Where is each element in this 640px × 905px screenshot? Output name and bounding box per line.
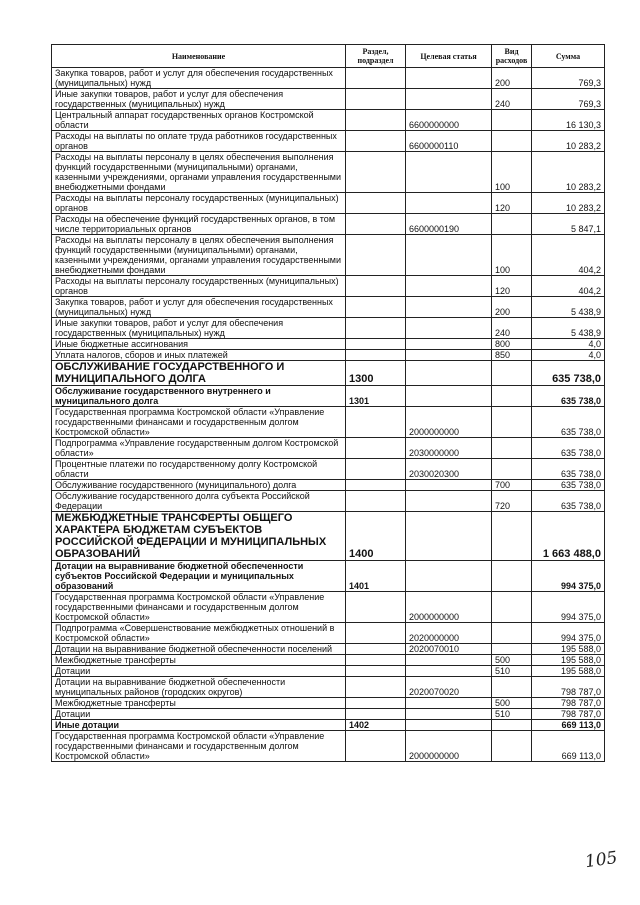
cell-kind: 120: [492, 193, 532, 214]
cell-target: 2030000000: [406, 438, 492, 459]
cell-target: 2000000000: [406, 407, 492, 438]
cell-kind: 100: [492, 152, 532, 193]
cell-section: [346, 339, 406, 350]
table-row: [52, 592, 605, 623]
cell-name: Иные закупки товаров, работ и услуг для обеспечения государственных (муниципальных) нужд: [52, 318, 346, 339]
cell-target: 2000000000: [406, 592, 492, 623]
cell-section: 1301: [346, 386, 406, 407]
cell-target: [406, 709, 492, 720]
table-body: [52, 68, 605, 762]
cell-sum: 769,3: [532, 68, 605, 89]
cell-kind: [492, 214, 532, 235]
cell-target: [406, 561, 492, 592]
table-row: [52, 512, 605, 561]
table-row: [52, 720, 605, 731]
cell-target: [406, 318, 492, 339]
cell-section: 1401: [346, 561, 406, 592]
cell-target: 2020070010: [406, 644, 492, 655]
cell-sum: 798 787,0: [532, 698, 605, 709]
cell-target: [406, 698, 492, 709]
cell-section: [346, 89, 406, 110]
cell-sum: 769,3: [532, 89, 605, 110]
table-row: [52, 318, 605, 339]
cell-kind: 510: [492, 709, 532, 720]
cell-sum: 195 588,0: [532, 644, 605, 655]
cell-target: 6600000190: [406, 214, 492, 235]
cell-name: Уплата налогов, сборов и иных платежей: [52, 350, 346, 361]
cell-name: Расходы на выплаты персоналу в целях обеспечения выполнения функций государственными (муниципальными) органами, казенными учреждениями, органами управления государственными внебюджетными фондами: [52, 235, 346, 276]
cell-section: [346, 407, 406, 438]
cell-kind: 200: [492, 297, 532, 318]
cell-sum: 10 283,2: [532, 152, 605, 193]
cell-sum: 4,0: [532, 350, 605, 361]
cell-name: Государственная программа Костромской области «Управление государственными финансами и государственным долгом Костромской области»: [52, 731, 346, 762]
cell-sum: 994 375,0: [532, 592, 605, 623]
cell-sum: 4,0: [532, 339, 605, 350]
cell-target: [406, 152, 492, 193]
cell-section: [346, 677, 406, 698]
cell-kind: [492, 644, 532, 655]
cell-name: Обслуживание государственного долга субъекта Российской Федерации: [52, 491, 346, 512]
cell-kind: 850: [492, 350, 532, 361]
cell-section: [346, 214, 406, 235]
cell-section: [346, 297, 406, 318]
cell-kind: [492, 561, 532, 592]
cell-target: [406, 480, 492, 491]
header-kind: Вид расходов: [492, 45, 532, 68]
table-row: [52, 561, 605, 592]
cell-section: [346, 131, 406, 152]
table-row: [52, 89, 605, 110]
cell-target: [406, 297, 492, 318]
cell-target: 6600000110: [406, 131, 492, 152]
cell-name: Государственная программа Костромской области «Управление государственными финансами и государственным долгом Костромской области»: [52, 407, 346, 438]
table-row: [52, 276, 605, 297]
table-row: [52, 68, 605, 89]
cell-sum: 635 738,0: [532, 438, 605, 459]
cell-section: [346, 350, 406, 361]
cell-target: [406, 350, 492, 361]
cell-name: Межбюджетные трансферты: [52, 698, 346, 709]
header-section: Раздел, подраздел: [346, 45, 406, 68]
cell-section: [346, 459, 406, 480]
cell-section: 1400: [346, 512, 406, 561]
table-row: [52, 235, 605, 276]
cell-section: [346, 480, 406, 491]
cell-kind: 800: [492, 339, 532, 350]
table-row: [52, 110, 605, 131]
table-row: [52, 459, 605, 480]
cell-name: Процентные платежи по государственному долгу Костромской области: [52, 459, 346, 480]
cell-section: [346, 655, 406, 666]
cell-name: Дотации: [52, 666, 346, 677]
cell-target: [406, 89, 492, 110]
cell-kind: [492, 110, 532, 131]
cell-kind: [492, 459, 532, 480]
cell-name: Закупка товаров, работ и услуг для обеспечения государственных (муниципальных) нужд: [52, 68, 346, 89]
table-row: [52, 214, 605, 235]
cell-section: [346, 235, 406, 276]
cell-section: [346, 193, 406, 214]
cell-target: 2020000000: [406, 623, 492, 644]
cell-name: Расходы на выплаты по оплате труда работников государственных органов: [52, 131, 346, 152]
cell-name: Иные дотации: [52, 720, 346, 731]
cell-kind: 500: [492, 655, 532, 666]
cell-target: 2000000000: [406, 731, 492, 762]
cell-sum: 5 847,1: [532, 214, 605, 235]
cell-sum: 1 663 488,0: [532, 512, 605, 561]
cell-sum: 404,2: [532, 235, 605, 276]
cell-section: [346, 666, 406, 677]
header-name: Наименование: [52, 45, 346, 68]
cell-sum: 635 738,0: [532, 459, 605, 480]
cell-name: Расходы на обеспечение функций государственных органов, в том числе территориальных органов: [52, 214, 346, 235]
cell-name: Расходы на выплаты персоналу государственных (муниципальных) органов: [52, 276, 346, 297]
cell-section: [346, 491, 406, 512]
cell-section: 1300: [346, 361, 406, 386]
cell-name: Государственная программа Костромской области «Управление государственными финансами и государственным долгом Костромской области»: [52, 592, 346, 623]
table-row: [52, 297, 605, 318]
cell-section: [346, 644, 406, 655]
cell-kind: [492, 731, 532, 762]
cell-section: [346, 110, 406, 131]
header-sum: Сумма: [532, 45, 605, 68]
cell-kind: 500: [492, 698, 532, 709]
cell-target: [406, 193, 492, 214]
cell-target: 2030020300: [406, 459, 492, 480]
page-number: 105: [583, 847, 619, 873]
cell-name: Закупка товаров, работ и услуг для обеспечения государственных (муниципальных) нужд: [52, 297, 346, 318]
cell-sum: 635 738,0: [532, 407, 605, 438]
cell-target: [406, 361, 492, 386]
cell-section: [346, 318, 406, 339]
cell-name: Центральный аппарат государственных органов Костромской области: [52, 110, 346, 131]
cell-sum: 669 113,0: [532, 731, 605, 762]
cell-section: [346, 276, 406, 297]
table-row: [52, 731, 605, 762]
cell-kind: 120: [492, 276, 532, 297]
cell-target: [406, 720, 492, 731]
cell-sum: 994 375,0: [532, 561, 605, 592]
cell-sum: 635 738,0: [532, 480, 605, 491]
cell-name: Межбюджетные трансферты: [52, 655, 346, 666]
cell-kind: [492, 438, 532, 459]
table-row: [52, 480, 605, 491]
cell-target: 2020070020: [406, 677, 492, 698]
cell-section: [346, 438, 406, 459]
cell-name: Подпрограмма «Совершенствование межбюджетных отношений в Костромской области»: [52, 623, 346, 644]
cell-target: [406, 512, 492, 561]
cell-kind: 240: [492, 318, 532, 339]
cell-kind: 700: [492, 480, 532, 491]
cell-sum: 635 738,0: [532, 361, 605, 386]
table-row: [52, 644, 605, 655]
table-row: [52, 655, 605, 666]
cell-kind: 100: [492, 235, 532, 276]
cell-target: [406, 655, 492, 666]
cell-kind: 720: [492, 491, 532, 512]
cell-target: [406, 339, 492, 350]
table-row: [52, 709, 605, 720]
cell-target: [406, 386, 492, 407]
table-row: [52, 339, 605, 350]
table-header-row: [52, 45, 605, 68]
cell-target: [406, 491, 492, 512]
cell-sum: 5 438,9: [532, 297, 605, 318]
cell-sum: 195 588,0: [532, 655, 605, 666]
table-row: [52, 350, 605, 361]
cell-section: [346, 592, 406, 623]
cell-sum: 195 588,0: [532, 666, 605, 677]
cell-sum: 798 787,0: [532, 677, 605, 698]
cell-target: 6600000000: [406, 110, 492, 131]
cell-kind: [492, 361, 532, 386]
cell-name: Дотации на выравнивание бюджетной обеспеченности поселений: [52, 644, 346, 655]
table-row: [52, 152, 605, 193]
cell-sum: 994 375,0: [532, 623, 605, 644]
cell-name: МЕЖБЮДЖЕТНЫЕ ТРАНСФЕРТЫ ОБЩЕГО ХАРАКТЕРА БЮДЖЕТАМ СУБЪЕКТОВ РОССИЙСКОЙ ФЕДЕРАЦИИ И МУНИЦИПАЛЬНЫХ ОБРАЗОВАНИЙ: [52, 512, 346, 561]
cell-section: [346, 68, 406, 89]
cell-sum: 5 438,9: [532, 318, 605, 339]
cell-sum: 635 738,0: [532, 491, 605, 512]
cell-section: [346, 152, 406, 193]
table-row: [52, 361, 605, 386]
cell-kind: 510: [492, 666, 532, 677]
cell-kind: [492, 592, 532, 623]
cell-name: Обслуживание государственного внутреннего и муниципального долга: [52, 386, 346, 407]
cell-kind: [492, 720, 532, 731]
table-row: [52, 438, 605, 459]
cell-name: Расходы на выплаты персоналу в целях обеспечения выполнения функций государственными (муниципальными) органами, казенными учреждениями, органами управления государственными внебюджетными фондами: [52, 152, 346, 193]
cell-sum: 798 787,0: [532, 709, 605, 720]
cell-target: [406, 235, 492, 276]
cell-target: [406, 68, 492, 89]
cell-kind: [492, 623, 532, 644]
cell-name: Расходы на выплаты персоналу государственных (муниципальных) органов: [52, 193, 346, 214]
cell-kind: [492, 677, 532, 698]
cell-name: Дотации на выравнивание бюджетной обеспеченности субъектов Российской Федерации и муниципальных образований: [52, 561, 346, 592]
table-row: [52, 491, 605, 512]
cell-section: 1402: [346, 720, 406, 731]
cell-sum: 10 283,2: [532, 193, 605, 214]
cell-kind: 200: [492, 68, 532, 89]
table-row: [52, 131, 605, 152]
cell-section: [346, 698, 406, 709]
cell-name: Иные бюджетные ассигнования: [52, 339, 346, 350]
cell-name: Подпрограмма «Управление государственным долгом Костромской области»: [52, 438, 346, 459]
cell-section: [346, 731, 406, 762]
table-row: [52, 407, 605, 438]
cell-target: [406, 276, 492, 297]
cell-sum: 669 113,0: [532, 720, 605, 731]
cell-sum: 404,2: [532, 276, 605, 297]
table-row: [52, 666, 605, 677]
cell-name: Иные закупки товаров, работ и услуг для обеспечения государственных (муниципальных) нужд: [52, 89, 346, 110]
cell-name: Обслуживание государственного (муниципального) долга: [52, 480, 346, 491]
table-row: [52, 386, 605, 407]
cell-sum: 10 283,2: [532, 131, 605, 152]
cell-kind: 240: [492, 89, 532, 110]
cell-section: [346, 709, 406, 720]
table-row: [52, 677, 605, 698]
cell-kind: [492, 512, 532, 561]
cell-kind: [492, 407, 532, 438]
cell-target: [406, 666, 492, 677]
cell-name: Дотации: [52, 709, 346, 720]
header-target: Целевая статья: [406, 45, 492, 68]
table-row: [52, 193, 605, 214]
cell-kind: [492, 386, 532, 407]
table-row: [52, 698, 605, 709]
cell-sum: 16 130,3: [532, 110, 605, 131]
cell-section: [346, 623, 406, 644]
budget-table: [51, 44, 605, 762]
cell-name: Дотации на выравнивание бюджетной обеспеченности муниципальных районов (городских округов): [52, 677, 346, 698]
table-row: [52, 623, 605, 644]
cell-sum: 635 738,0: [532, 386, 605, 407]
cell-name: ОБСЛУЖИВАНИЕ ГОСУДАРСТВЕННОГО И МУНИЦИПАЛЬНОГО ДОЛГА: [52, 361, 346, 386]
cell-kind: [492, 131, 532, 152]
